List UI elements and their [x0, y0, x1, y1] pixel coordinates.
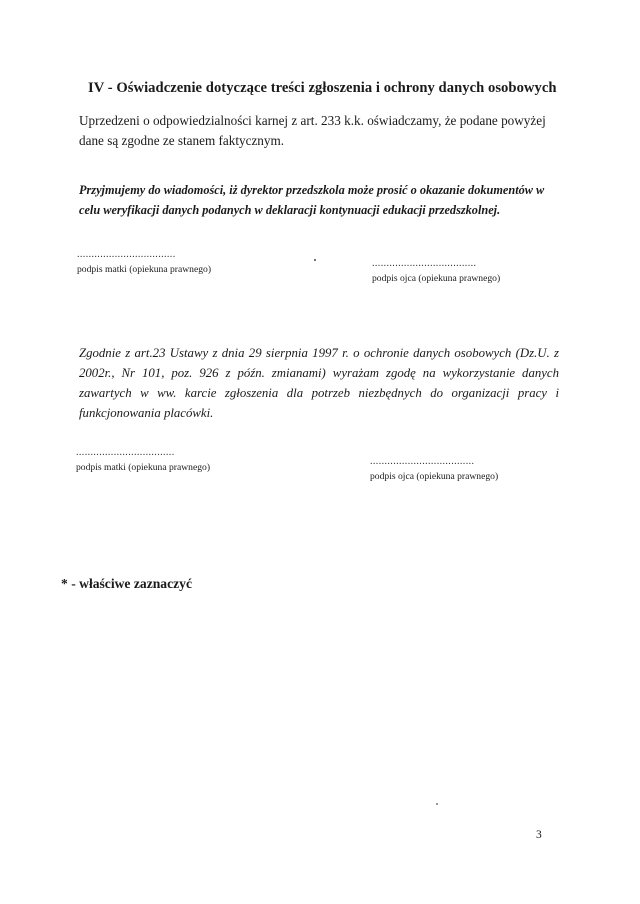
mother-signature-block-1	[77, 249, 211, 275]
signature-line: ....................................	[372, 258, 477, 269]
footnote: * - właściwe zaznaczyć	[61, 576, 192, 591]
declaration-paragraph: Uprzedzeni o odpowiedzialności karnej z art. 233 k.k. oświadczamy, że podane powyżej dane są zgodne ze stanem faktycznym.	[79, 113, 546, 148]
father-signature-block-2	[370, 456, 498, 482]
father-signature-label: podpis ojca (opiekuna prawnego)	[372, 273, 501, 284]
signature-line: ..................................	[77, 249, 176, 260]
page-number: 3	[536, 829, 542, 841]
signature-line: ..................................	[76, 447, 175, 458]
notice-paragraph: Przyjmujemy do wiadomości, iż dyrektor przedszkola może prosić o okazanie dokumentów w celu weryfikacji danych podanych w deklaracji kontynuacji edukacji przedszkolnej.	[79, 183, 545, 217]
section-heading: IV - Oświadczenie dotyczące treści zgłoszenia i ochrony danych osobowych	[88, 80, 557, 96]
father-signature-label: podpis ojca (opiekuna prawnego)	[370, 471, 499, 482]
signature-line: ....................................	[370, 456, 475, 467]
consent-paragraph: Zgodnie z art.23 Ustawy z dnia 29 sierpnia 1997 r. o ochronie danych osobowych (Dz.U. z 2002r., Nr 101, poz. 926 z późn. zmianami) wyrażam zgodę na wykorzystanie danych zawartych w ww. karcie zgłoszenia dla potrzeb niezbędnych do organizacji pracy i funkcjonowania placówki.	[79, 346, 559, 420]
mother-signature-label: podpis matki (opiekuna prawnego)	[76, 462, 211, 473]
father-signature-block-1	[372, 258, 500, 284]
mother-signature-block-2	[76, 447, 210, 473]
stray-mark	[436, 803, 438, 805]
stray-mark	[314, 259, 316, 261]
mother-signature-label: podpis matki (opiekuna prawnego)	[77, 264, 212, 275]
